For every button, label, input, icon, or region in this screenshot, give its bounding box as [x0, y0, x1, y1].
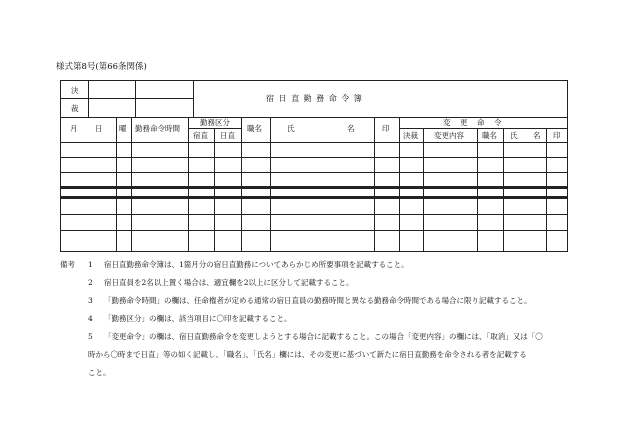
header-night-duty: 宿直 — [193, 131, 208, 140]
note-number: 4 — [88, 314, 93, 323]
header-change-name-1: 氏 — [510, 131, 518, 140]
header-weekday: 曜 — [119, 124, 127, 133]
note-number: 1 — [88, 260, 93, 269]
header-name-2: 名 — [347, 124, 355, 133]
header-change-name-2: 名 — [533, 131, 541, 140]
header-change-order: 変 更 命 令 — [443, 118, 503, 127]
header-position: 職名 — [247, 124, 262, 133]
separator-thick-1 — [61, 186, 567, 189]
notes-section — [60, 258, 580, 380]
note-item — [60, 294, 580, 308]
register-title: 宿 日 直 勤 務 命 令 簿 — [266, 94, 363, 103]
col-line-change-content — [477, 128, 478, 251]
row-line — [61, 251, 567, 252]
header-approval: 決裁 — [403, 131, 418, 140]
duty-order-table — [60, 80, 568, 252]
approval-label-2: 裁 — [71, 104, 79, 113]
note-number: 5 — [88, 332, 93, 341]
note-number: 3 — [88, 296, 93, 305]
change-order-subline — [399, 128, 567, 129]
header-day-duty: 日直 — [220, 131, 235, 140]
header-change-seal: 印 — [553, 131, 561, 140]
header-bottom-line — [61, 142, 567, 143]
header-order-time: 勤務命令時間 — [135, 124, 180, 133]
header-change-content: 変更内容 — [434, 131, 464, 140]
col-line-change-position — [503, 128, 504, 251]
notes-heading: 備考 — [60, 260, 75, 269]
row-line — [61, 214, 567, 215]
approval-block-border — [61, 81, 194, 117]
row-line — [61, 172, 567, 173]
note-text: 「勤務命令時間」の欄は、任命権者が定める通常の宿日直員の勤務時間と異なる勤務命令時間である場合に限り記載すること。 — [104, 296, 532, 305]
note-text: 「勤務区分」の欄は、該当項目に〇印を記載すること。 — [104, 314, 292, 323]
note-continuation — [60, 366, 580, 380]
note-item — [60, 312, 580, 326]
header-duty-class: 勤務区分 — [200, 118, 230, 127]
note-continuation-text: こと。 — [88, 368, 111, 377]
approval-divider-v1 — [88, 81, 89, 117]
note-item — [60, 330, 580, 344]
col-line-class-mid — [214, 128, 215, 251]
note-continuation — [60, 348, 580, 362]
note-text: 「変更命令」の欄は、宿日直勤務命令を変更しようとする場合に記載すること。この場合「変更内容」の欄には、「取消」又は「〇 — [104, 332, 543, 341]
header-month: 月 — [70, 124, 78, 133]
col-line-change-seal — [546, 128, 547, 251]
approval-divider-h — [61, 98, 194, 99]
note-continuation-text: 時から〇時まで日直」等の如く記載し、「職名」、「氏名」欄には、その変更に基づいて新たに宿日直勤務を命令される者を記載する — [88, 350, 527, 359]
approval-divider-v2 — [135, 81, 136, 117]
separator-thick-2 — [61, 196, 567, 199]
row-line — [61, 157, 567, 158]
note-text: 宿日直員を2名以上置く場合は、適宜欄を2以上に区分して記載すること。 — [104, 278, 354, 287]
col-line-approval — [423, 128, 424, 251]
approval-label-1: 決 — [71, 86, 79, 95]
header-name-1: 氏 — [287, 124, 295, 133]
row-line — [61, 230, 567, 231]
note-item — [60, 258, 580, 272]
header-seal: 印 — [382, 124, 390, 133]
header-change-position: 職名 — [482, 131, 497, 140]
form-label: 様式第8号(第66条関係) — [56, 62, 147, 72]
note-item — [60, 276, 580, 290]
header-day: 日 — [95, 124, 103, 133]
note-text: 宿日直勤務命令簿は、1箇月分の宿日直勤務についてあらかじめ所要事項を記載すること。 — [104, 260, 409, 269]
note-number: 2 — [88, 278, 93, 287]
